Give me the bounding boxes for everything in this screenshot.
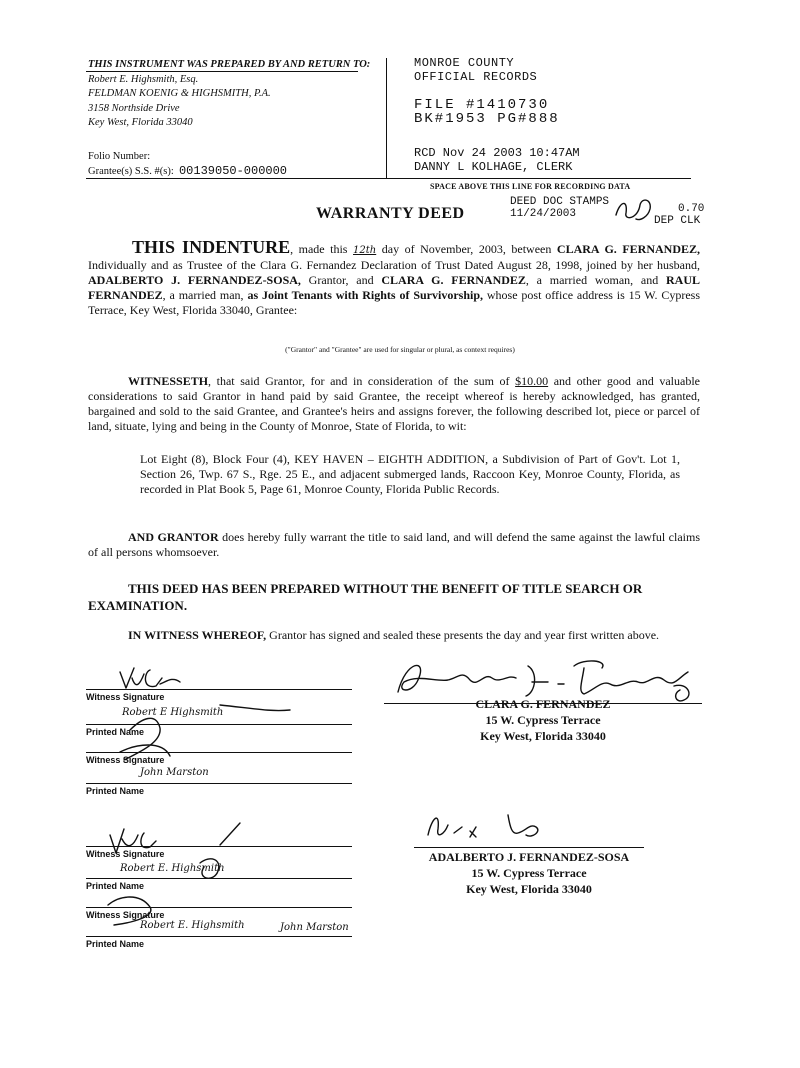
recording-date: RCD Nov 24 2003 10:47AM — [414, 146, 580, 160]
recording-clerk: DANNY L KOLHAGE, CLERK — [414, 160, 573, 174]
indenture-paragraph — [88, 237, 701, 318]
header-divider — [386, 58, 387, 178]
grantor-2-name: ADALBERTO J. FERNANDEZ-SOSA, — [88, 273, 301, 287]
indenture-text-7: whose post office address is 15 W. Cypress Terrace, Key West, Florida 33040, Grantee: — [88, 288, 701, 317]
indenture-text-4: Grantor, and — [300, 273, 382, 287]
signer-name-clara: CLARA G. FERNANDEZ — [475, 697, 611, 711]
folio-underline — [86, 178, 386, 179]
indenture-text-3: Individually and as Trustee of the Clara G. Fernandez Declaration of Trust Dated August 28, 1998, joined by her husband, — [88, 258, 700, 272]
adalberto-signature-icon — [418, 805, 578, 850]
printed-name-witness-4b: John Marston — [280, 922, 349, 933]
witness-signature-label-4: Witness Signature — [86, 910, 165, 920]
signer-street-clara: 15 W. Cypress Terrace — [485, 713, 601, 727]
consideration-amount: $10.00 — [515, 374, 549, 388]
witness-signature-label-1: Witness Signature — [86, 692, 165, 702]
folio-label: Folio Number: — [88, 151, 151, 162]
title-search-notice — [88, 580, 708, 614]
recording-book-page: BK#1953 PG#888 — [414, 111, 560, 127]
grantor-1-name: CLARA G. FERNANDEZ, — [556, 242, 700, 256]
printed-name-witness-2: John Marston — [140, 767, 209, 778]
witness-whereof-lead: IN WITNESS WHEREOF, — [128, 628, 267, 642]
warranty-text: does hereby fully warrant the title to said land, and will defend the same against the lawful claims of all persons whomsoever. — [88, 530, 700, 559]
doc-stamp — [510, 196, 609, 220]
witnesseth-text-2: and other good and valuable considerations to said Grantor in hand paid by said Grantee, the receipt whereof is hereby acknowledged, has granted, bargained and sold to the said Grantee, and Grantee's heirs and assigns forever, the following described lot, piece or parcel of land, situate, lying and being in the County of Monroe, State of Florida, to wit: — [88, 374, 700, 433]
recording-file: FILE #1410730 — [414, 97, 550, 113]
witness-whereof-paragraph — [88, 628, 700, 643]
indenture-text-6: , a married man, — [162, 288, 248, 302]
preparer-city: Key West, Florida 33040 — [88, 117, 193, 128]
witness-signature-label-3: Witness Signature — [86, 849, 165, 859]
printed-name-label-1: Printed Name — [86, 727, 145, 737]
recording-line — [386, 178, 691, 179]
space-note: SPACE ABOVE THIS LINE FOR RECORDING DATA — [430, 182, 631, 191]
printed-name-witness-3: Robert E. Highsmith — [120, 863, 225, 874]
printed-name-label-3: Printed Name — [86, 881, 145, 891]
warranty-lead: AND GRANTOR — [128, 530, 219, 544]
definitions-note: ("Grantor" and "Grantee" are used for singular or plural, as context requires) — [285, 345, 515, 354]
witness-signature-label-2: Witness Signature — [86, 755, 165, 765]
warranty-paragraph — [88, 530, 700, 560]
printed-name-label-2: Printed Name — [86, 786, 145, 796]
witnesseth-lead: WITNESSETH — [128, 374, 209, 388]
stamp-amount: 0.70 — [678, 203, 705, 215]
stamp-dep: DEP CLK — [654, 215, 701, 227]
page-title: WARRANTY DEED — [316, 205, 465, 222]
indenture-text-1: , made this — [290, 242, 354, 256]
recording-county: MONROE COUNTY — [414, 56, 515, 70]
preparer-block — [88, 58, 370, 131]
grantee-ss-label: Grantee(s) S.S. #(s): — [88, 166, 174, 177]
preparer-firm: FELDMAN KOENIG & HIGHSMITH, P.A. — [88, 88, 271, 99]
witness-signatures-2-icon — [90, 815, 290, 935]
printed-line-4 — [86, 936, 352, 937]
grantee-2-name: RAUL FERNANDEZ — [88, 273, 701, 302]
indenture-lead: THIS INDENTURE — [132, 237, 291, 257]
indenture-day: 12th — [353, 245, 377, 256]
witness-whereof-text: Grantor has signed and sealed these presents the day and year first written above. — [266, 628, 660, 642]
signature-line-adalberto — [414, 847, 644, 848]
recording-records: OFFICIAL RECORDS — [414, 70, 538, 84]
witnesseth-paragraph — [88, 374, 700, 434]
recording-block-2 — [414, 146, 580, 174]
preparer-heading-underline — [86, 71, 358, 72]
doc-stamp-right — [654, 203, 704, 227]
printed-name-witness-4: Robert E. Highsmith — [140, 920, 245, 931]
signer-city-adalberto: Key West, Florida 33040 — [466, 882, 592, 896]
stamp-date: 11/24/2003 — [510, 208, 577, 220]
recording-block — [414, 56, 560, 126]
preparer-heading: THIS INSTRUMENT WAS PREPARED BY AND RETURN TO: — [88, 59, 371, 70]
indenture-text-5: , a married woman, and — [525, 273, 666, 287]
printed-name-label-4: Printed Name — [86, 939, 145, 949]
witnesseth-text-1: , that said Grantor, for and in consideration of the sum of — [208, 374, 516, 388]
folio-block — [88, 150, 287, 179]
preparer-name: Robert E. Highsmith, Esq. — [88, 73, 199, 85]
printed-name-witness-1: Robert E Highsmith — [122, 707, 224, 718]
signer-city-clara: Key West, Florida 33040 — [480, 729, 606, 743]
indenture-text-2: day of November, 2003, between — [376, 242, 557, 256]
signer-block-adalberto — [404, 849, 654, 897]
witness-signatures-1-icon — [100, 660, 300, 795]
tenancy-clause: as Joint Tenants with Rights of Survivorship, — [247, 288, 484, 302]
notice-text: THIS DEED HAS BEEN PREPARED WITHOUT THE BENEFIT OF TITLE SEARCH OR EXAMINATION. — [88, 581, 643, 613]
signer-block-clara — [384, 696, 702, 744]
legal-description: Lot Eight (8), Block Four (4), KEY HAVEN – EIGHTH ADDITION, a Subdivision of Part of Gov't. Lot 1, Section 26, Twp. 67 S., Rge. 25 E., and adjacent submerged lands, Raccoon Key, Monroe County, Florida, as recorded in Plat Book 5, Page 61, Monroe County, Florida Public Records. — [140, 452, 680, 496]
signer-street-adalberto: 15 W. Cypress Terrace — [471, 866, 587, 880]
clerk-initials-icon — [610, 195, 660, 225]
signer-name-adalberto: ADALBERTO J. FERNANDEZ-SOSA — [428, 850, 630, 864]
grantee-ss-value: 00139050-000000 — [178, 164, 288, 178]
grantee-1-name: CLARA G. FERNANDEZ — [381, 273, 526, 287]
preparer-street: 3158 Northside Drive — [88, 102, 180, 114]
stamp-line1: DEED DOC STAMPS — [510, 196, 610, 208]
